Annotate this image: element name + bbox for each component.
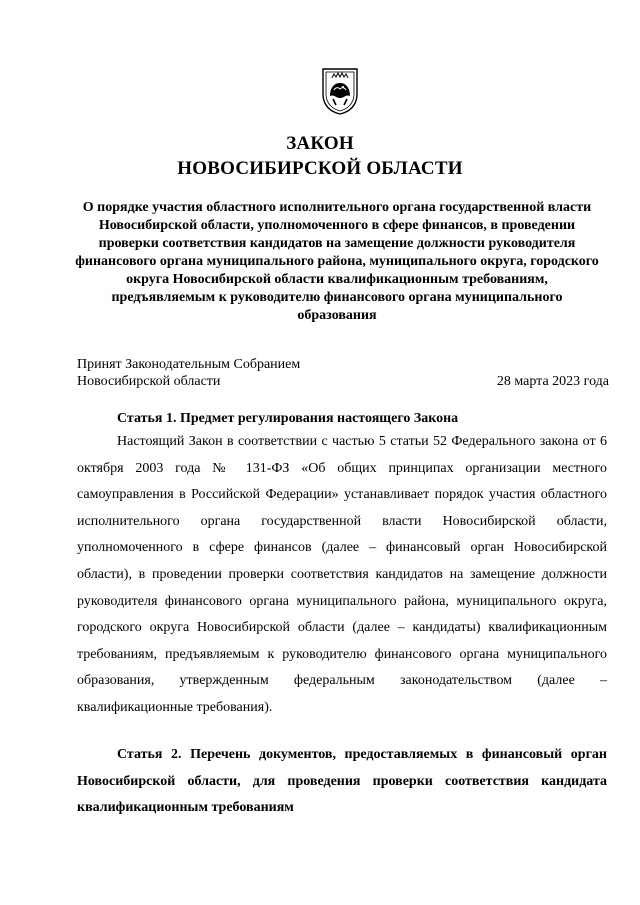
document-title: ЗАКОН	[286, 133, 354, 154]
adoption-line1: Принят Законодательным Собранием	[77, 357, 301, 372]
document-region-title: НОВОСИБИРСКОЙ ОБЛАСТИ	[177, 158, 463, 179]
article-1-text: Настоящий Закон в соответствии с частью 5 статьи 52 Федерального закона от 6 октября 2003 года № 131-ФЗ «Об общих принципах организации местного самоуправления в Российской Федерации» устанавливает порядок участия областного исполнительного органа государственной власти Новосибирской области, уполномоченного в сфере финансов (далее – финансовый орган Новосибирской области), в проведении проверки соответствия кандидатов на замещение должности руководителя финансового органа муниципального района, муниципального округа, городского округа Новосибирской области (далее – кандидаты) квалификационным требованиям, предъявляемым к руководителю финансового органа муниципального образования, утвержденным федеральным законодательством (далее – квалификационные требования).	[77, 434, 607, 715]
adoption-line2: Новосибирской области	[77, 374, 221, 389]
article-1-heading: Статья 1. Предмет регулирования настоящего Закона	[117, 411, 459, 426]
coat-of-arms-icon	[319, 66, 361, 116]
article-2-heading: Статья 2. Перечень документов, предоставляемых в финансовый орган Новосибирской области, для проведения проверки соответствия кандидата квалификационным требованиям	[77, 747, 607, 816]
law-title: О порядке участия областного исполнительного органа государственной власти Новосибирской области, уполномоченного в сфере финансов, в проведении проверки соответствия кандидатов на замещение должности руководителя финансового органа муниципального района, муниципального округа, городского округа Новосибирской области квалификационным требованиям, предъявляемым к руководителю финансового органа муниципального образования	[75, 200, 599, 323]
adoption-date: 28 марта 2023 года	[496, 374, 609, 389]
adoption-info	[77, 356, 300, 390]
